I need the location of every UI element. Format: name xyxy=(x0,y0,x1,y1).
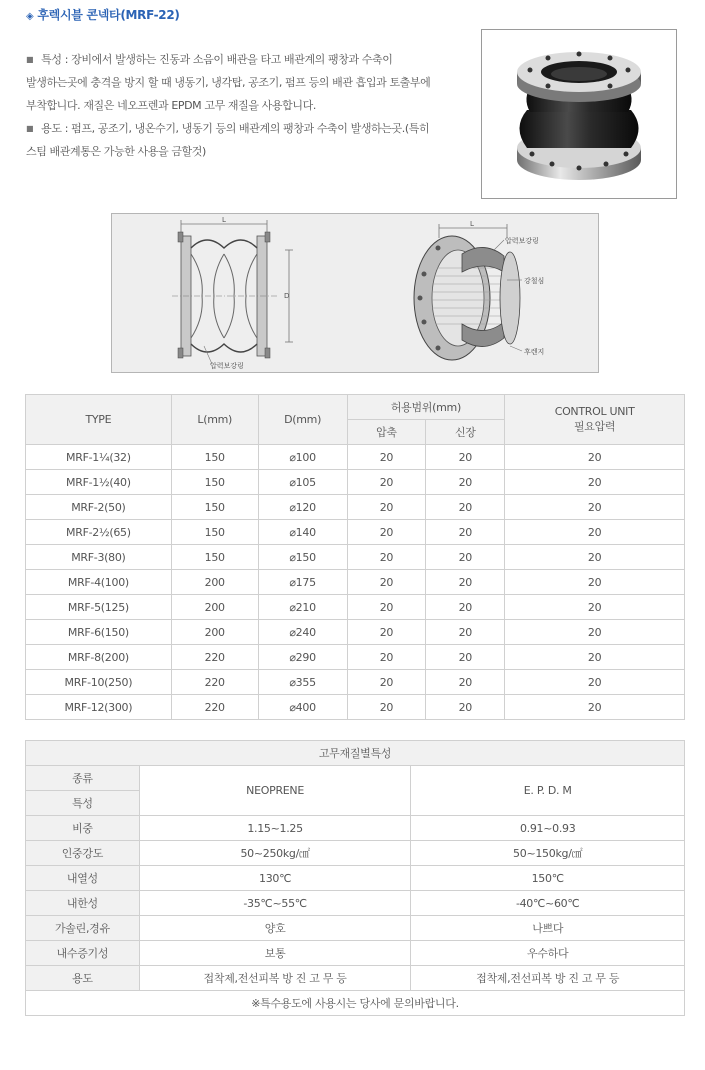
cell-type: MRF-1½(40) xyxy=(26,470,172,495)
dim-d-label: D xyxy=(284,292,290,300)
rubber-title-row xyxy=(26,741,685,766)
table-row xyxy=(26,941,685,966)
rubber-joint-photo-icon xyxy=(482,30,676,198)
cell-d: ⌀290 xyxy=(258,645,347,670)
cell-control: 20 xyxy=(505,445,685,470)
cell-type: MRF-5(125) xyxy=(26,595,172,620)
cell-d: ⌀140 xyxy=(258,520,347,545)
table-row xyxy=(26,445,685,470)
cell-compress: 20 xyxy=(347,470,426,495)
col-control-line1: CONTROL UNIT xyxy=(554,405,635,418)
cell-control: 20 xyxy=(505,470,685,495)
square-bullet-icon: ■ xyxy=(26,55,34,64)
cell-d: ⌀400 xyxy=(258,695,347,720)
cell-epdm: -40℃~60℃ xyxy=(411,891,685,916)
page-title-text: 후렉시블 콘넥타(MRF-22) xyxy=(37,8,180,22)
product-photo xyxy=(481,29,677,199)
table-row xyxy=(26,841,685,866)
cell-extend: 20 xyxy=(426,695,505,720)
cell-l: 150 xyxy=(171,545,258,570)
cell-l: 200 xyxy=(171,595,258,620)
cell-label: 인중강도 xyxy=(26,841,140,866)
col-compress: 압축 xyxy=(347,420,426,445)
col-type: TYPE xyxy=(26,395,172,445)
table-row xyxy=(26,520,685,545)
cell-l: 150 xyxy=(171,470,258,495)
cell-compress: 20 xyxy=(347,645,426,670)
technical-drawing xyxy=(111,213,599,373)
cell-type: MRF-8(200) xyxy=(26,645,172,670)
diamond-icon: ◈ xyxy=(26,11,34,22)
cell-compress: 20 xyxy=(347,595,426,620)
epdm-header: E. P. D. M xyxy=(411,766,685,816)
table-row xyxy=(26,545,685,570)
cell-neoprene: -35℃~55℃ xyxy=(139,891,411,916)
cell-extend: 20 xyxy=(426,570,505,595)
cell-type: MRF-6(150) xyxy=(26,620,172,645)
cell-control: 20 xyxy=(505,520,685,545)
cell-label: 내열성 xyxy=(26,866,140,891)
cell-label: 용도 xyxy=(26,966,140,991)
page-title xyxy=(26,6,180,23)
table-row xyxy=(26,495,685,520)
col-extend: 신장 xyxy=(426,420,505,445)
cell-neoprene: 50~250kg/㎠ xyxy=(139,841,411,866)
cell-d: ⌀355 xyxy=(258,670,347,695)
feature-line-2: 발생하는곳에 충격을 방지 할 때 냉동기, 냉각탑, 공조기, 펌프 등의 배관 흡입과 토출부에 xyxy=(26,76,431,89)
note-row xyxy=(26,991,685,1016)
cell-compress: 20 xyxy=(347,520,426,545)
col-d: D(mm) xyxy=(258,395,347,445)
cell-l: 150 xyxy=(171,445,258,470)
cell-epdm: 나쁘다 xyxy=(411,916,685,941)
ring-label-left: 압력보강링 xyxy=(210,362,244,370)
cell-d: ⌀120 xyxy=(258,495,347,520)
cell-l: 220 xyxy=(171,670,258,695)
cell-compress: 20 xyxy=(347,545,426,570)
cell-extend: 20 xyxy=(426,645,505,670)
cell-extend: 20 xyxy=(426,470,505,495)
cell-type: MRF-2(50) xyxy=(26,495,172,520)
cell-extend: 20 xyxy=(426,495,505,520)
rubber-table-title: 고무재질별특성 xyxy=(26,741,685,766)
cell-control: 20 xyxy=(505,545,685,570)
cell-control: 20 xyxy=(505,670,685,695)
table-row xyxy=(26,470,685,495)
cell-control: 20 xyxy=(505,645,685,670)
feature-line-3: 부착합니다. 재질은 네오프렌과 EPDM 고무 재질을 사용합니다. xyxy=(26,99,316,112)
rubber-kind-row xyxy=(26,766,685,791)
cell-d: ⌀100 xyxy=(258,445,347,470)
cell-epdm: 150℃ xyxy=(411,866,685,891)
table-row xyxy=(26,670,685,695)
flange-label: 후렌지 xyxy=(524,348,545,356)
cell-epdm: 우수하다 xyxy=(411,941,685,966)
feature-line-1: ■ 특성 : 장비에서 발생하는 진동과 소음이 배관을 타고 배관계의 팽창과 수축이 xyxy=(26,53,393,66)
cell-neoprene: 접착제,전선피복 방 진 고 무 등 xyxy=(139,966,411,991)
cell-d: ⌀175 xyxy=(258,570,347,595)
cell-l: 200 xyxy=(171,620,258,645)
core-label: 강철심 xyxy=(524,277,545,285)
table-row xyxy=(26,891,685,916)
usage-line-2: 스팀 배관계통은 가능한 사용을 금할것) xyxy=(26,145,206,158)
cell-d: ⌀210 xyxy=(258,595,347,620)
cell-neoprene: 보통 xyxy=(139,941,411,966)
spec-table xyxy=(25,394,685,720)
cell-neoprene: 1.15~1.25 xyxy=(139,816,411,841)
cell-compress: 20 xyxy=(347,670,426,695)
cell-l: 220 xyxy=(171,695,258,720)
cell-epdm: 접착제,전선피복 방 진 고 무 등 xyxy=(411,966,685,991)
cell-label: 내수증기성 xyxy=(26,941,140,966)
table-row xyxy=(26,916,685,941)
cell-d: ⌀150 xyxy=(258,545,347,570)
cell-label: 비중 xyxy=(26,816,140,841)
ring-label-right: 압력보강링 xyxy=(505,237,539,245)
cell-d: ⌀240 xyxy=(258,620,347,645)
cell-l: 200 xyxy=(171,570,258,595)
table-row xyxy=(26,620,685,645)
cell-type: MRF-4(100) xyxy=(26,570,172,595)
table-row xyxy=(26,595,685,620)
col-control-line2: 필요압력 xyxy=(573,420,616,433)
kind-label: 종류 xyxy=(26,766,140,791)
cell-extend: 20 xyxy=(426,520,505,545)
table-row xyxy=(26,966,685,991)
cell-extend: 20 xyxy=(426,670,505,695)
cell-compress: 20 xyxy=(347,495,426,520)
cell-label: 내한성 xyxy=(26,891,140,916)
cell-label: 가솔린,경유 xyxy=(26,916,140,941)
col-control xyxy=(505,395,685,445)
cell-type: MRF-12(300) xyxy=(26,695,172,720)
table-row xyxy=(26,816,685,841)
cell-extend: 20 xyxy=(426,595,505,620)
cell-control: 20 xyxy=(505,695,685,720)
cell-compress: 20 xyxy=(347,570,426,595)
table-row xyxy=(26,695,685,720)
product-description xyxy=(26,48,456,163)
spec-header-row xyxy=(26,395,685,420)
table-row xyxy=(26,645,685,670)
square-bullet-icon: ■ xyxy=(26,124,34,133)
cell-type: MRF-10(250) xyxy=(26,670,172,695)
neoprene-header: NEOPRENE xyxy=(139,766,411,816)
table-row xyxy=(26,866,685,891)
cell-type: MRF-1¼(32) xyxy=(26,445,172,470)
col-l: L(mm) xyxy=(171,395,258,445)
cell-epdm: 50~150kg/㎠ xyxy=(411,841,685,866)
cell-compress: 20 xyxy=(347,695,426,720)
cell-control: 20 xyxy=(505,595,685,620)
cell-neoprene: 130℃ xyxy=(139,866,411,891)
cell-extend: 20 xyxy=(426,445,505,470)
cell-extend: 20 xyxy=(426,545,505,570)
dim-l2-label: L xyxy=(470,220,474,228)
cell-control: 20 xyxy=(505,495,685,520)
cell-compress: 20 xyxy=(347,620,426,645)
cell-epdm: 0.91~0.93 xyxy=(411,816,685,841)
cell-control: 20 xyxy=(505,620,685,645)
feature-label: 특성 xyxy=(26,791,140,816)
cell-compress: 20 xyxy=(347,445,426,470)
cell-control: 20 xyxy=(505,570,685,595)
cell-d: ⌀105 xyxy=(258,470,347,495)
dim-l-label: L xyxy=(222,216,226,224)
table-row xyxy=(26,570,685,595)
joint-cross-section-icon xyxy=(112,214,598,372)
cell-l: 220 xyxy=(171,645,258,670)
cell-l: 150 xyxy=(171,495,258,520)
cell-neoprene: 양호 xyxy=(139,916,411,941)
special-use-note: ※특수용도에 사용시는 당사에 문의바랍니다. xyxy=(26,991,685,1016)
usage-line-1: ■ 용도 : 펌프, 공조기, 냉온수기, 냉동기 등의 배관계의 팽창과 수축이 발생하는곳.(특히 xyxy=(26,122,430,135)
rubber-properties-table xyxy=(25,740,685,1016)
cell-l: 150 xyxy=(171,520,258,545)
cell-type: MRF-2½(65) xyxy=(26,520,172,545)
cell-extend: 20 xyxy=(426,620,505,645)
col-range: 허용범위(mm) xyxy=(347,395,505,420)
cell-type: MRF-3(80) xyxy=(26,545,172,570)
